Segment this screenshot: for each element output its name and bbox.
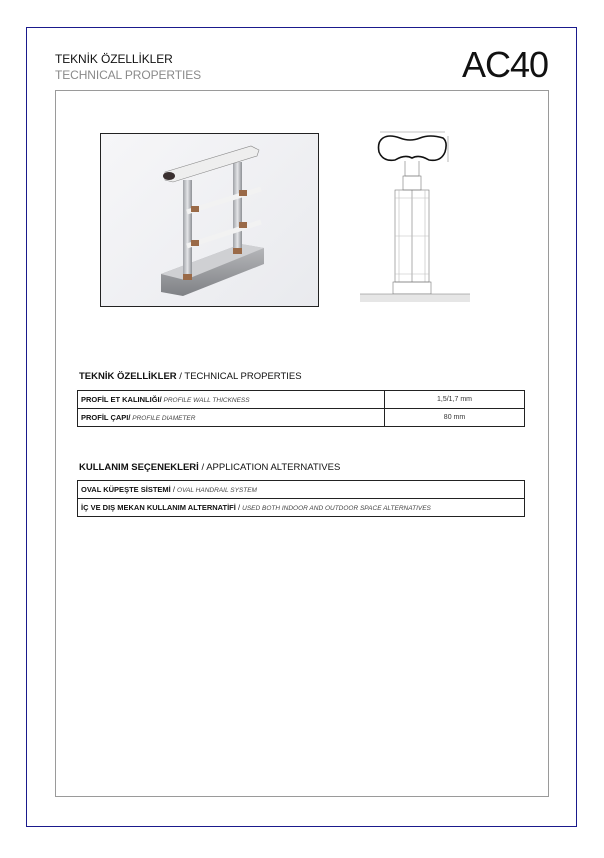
applications-title-tr: KULLANIM SEÇENEKLERİ — [79, 462, 199, 473]
application-label-en: OVAL HANDRAIL SYSTEM — [177, 487, 257, 494]
applications-title-sep: / — [198, 462, 207, 473]
technical-properties-table — [77, 390, 525, 427]
property-value: 80 mm — [385, 409, 525, 427]
application-sep: / — [235, 503, 243, 512]
application-item — [78, 481, 525, 499]
applications-title-en: APPLICATION ALTERNATIVES — [206, 462, 341, 473]
applications-table — [77, 480, 525, 517]
railing-render-image — [100, 133, 319, 307]
header-title-tr: TEKNİK ÖZELLİKLER — [55, 52, 173, 66]
applications-section-title — [79, 462, 340, 473]
table-row — [78, 499, 525, 517]
application-sep: / — [170, 485, 178, 494]
table-row — [78, 481, 525, 499]
application-item — [78, 499, 525, 517]
product-code: AC40 — [461, 44, 548, 85]
table-row — [78, 391, 525, 409]
property-label-tr: PROFİL ÇAPI/ — [81, 413, 131, 422]
property-label-en: PROFILE DIAMETER — [130, 415, 196, 422]
application-label-tr: İÇ VE DIŞ MEKAN KULLANIM ALTERNATİFİ — [81, 503, 236, 512]
technical-title-tr: TEKNİK ÖZELLİKLER — [79, 371, 177, 382]
property-label-tr: PROFİL ET KALINLIĞI/ — [81, 395, 162, 404]
property-label — [78, 391, 385, 409]
technical-section-title — [79, 371, 302, 382]
section-drawing-icon — [355, 128, 475, 306]
technical-title-en: TECHNICAL PROPERTIES — [184, 371, 302, 382]
property-value: 1,5/1,7 mm — [385, 391, 525, 409]
header-title-en: TECHNICAL PROPERTIES — [55, 68, 202, 82]
technical-drawing — [355, 128, 475, 306]
application-label-tr: OVAL KÜPEŞTE SİSTEMİ — [81, 485, 171, 494]
technical-title-sep: / — [176, 371, 185, 382]
railing-render-icon — [101, 134, 318, 306]
application-label-en: USED BOTH INDOOR AND OUTDOOR SPACE ALTERNATIVES — [242, 505, 431, 512]
table-row — [78, 409, 525, 427]
property-label — [78, 409, 385, 427]
property-label-en: PROFILE WALL THICKNESS — [161, 397, 250, 404]
